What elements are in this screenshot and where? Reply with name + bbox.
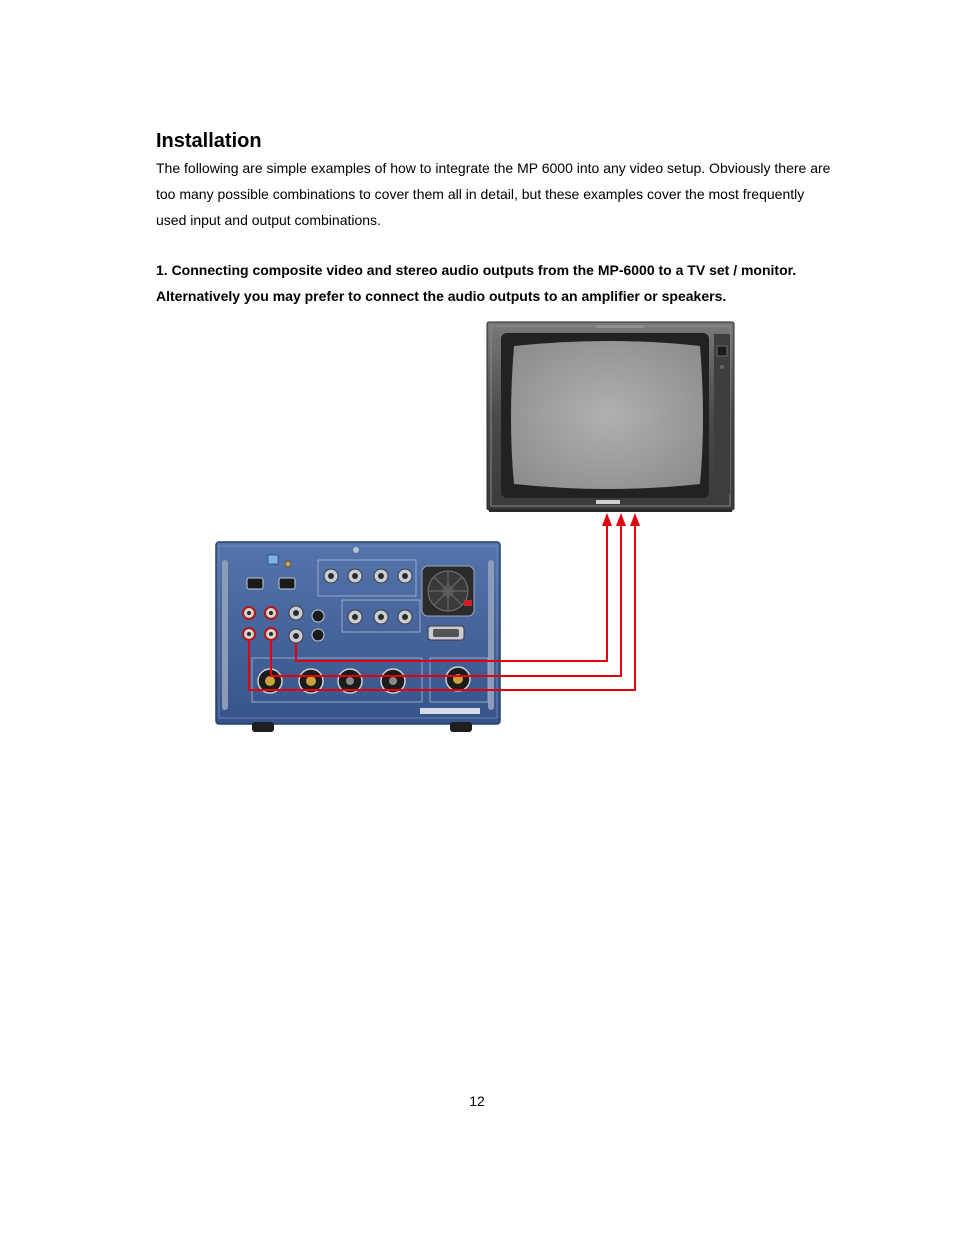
tv-monitor: [487, 322, 734, 512]
step-1-line-2: Alternatively you may prefer to connect the audio outputs to an amplifier or speakers.: [156, 288, 727, 304]
arrow-head: [630, 513, 640, 526]
rating-label: [420, 708, 480, 714]
intro-paragraph: The following are simple examples of how to integrate the MP 6000 into any video setup. Obviously there are too many possible combinations to cover them all in detail, but these examples cover the most frequently used input and output combinations.: [156, 160, 831, 228]
s-video-connector: [312, 610, 324, 622]
mp-6000-rear-panel: [216, 542, 500, 732]
arrow-head: [616, 513, 626, 526]
left-foot: [252, 722, 274, 732]
power-socket: [285, 561, 291, 567]
monitor-logo: [596, 500, 620, 504]
right-handle: [488, 560, 494, 710]
power-button: [717, 346, 727, 356]
monitor-screen: [511, 341, 703, 489]
firewire-port-2: [279, 578, 295, 589]
step-1-line-1: 1. Connecting composite video and stereo audio outputs from the MP-6000 to a TV set / monitor.: [156, 262, 797, 278]
left-handle: [222, 560, 228, 710]
indicator-light: [720, 365, 724, 369]
section-heading: Installation: [156, 130, 262, 152]
s-video-connector: [312, 629, 324, 641]
right-foot: [450, 722, 472, 732]
firewire-port-1: [247, 578, 263, 589]
monitor-stand-shadow: [489, 509, 732, 512]
connection-arrows: [602, 513, 640, 526]
monitor-control-panel: [714, 334, 730, 494]
dip-switch: [268, 555, 278, 564]
page-number: 12: [469, 1093, 485, 1109]
arrow-head: [602, 513, 612, 526]
